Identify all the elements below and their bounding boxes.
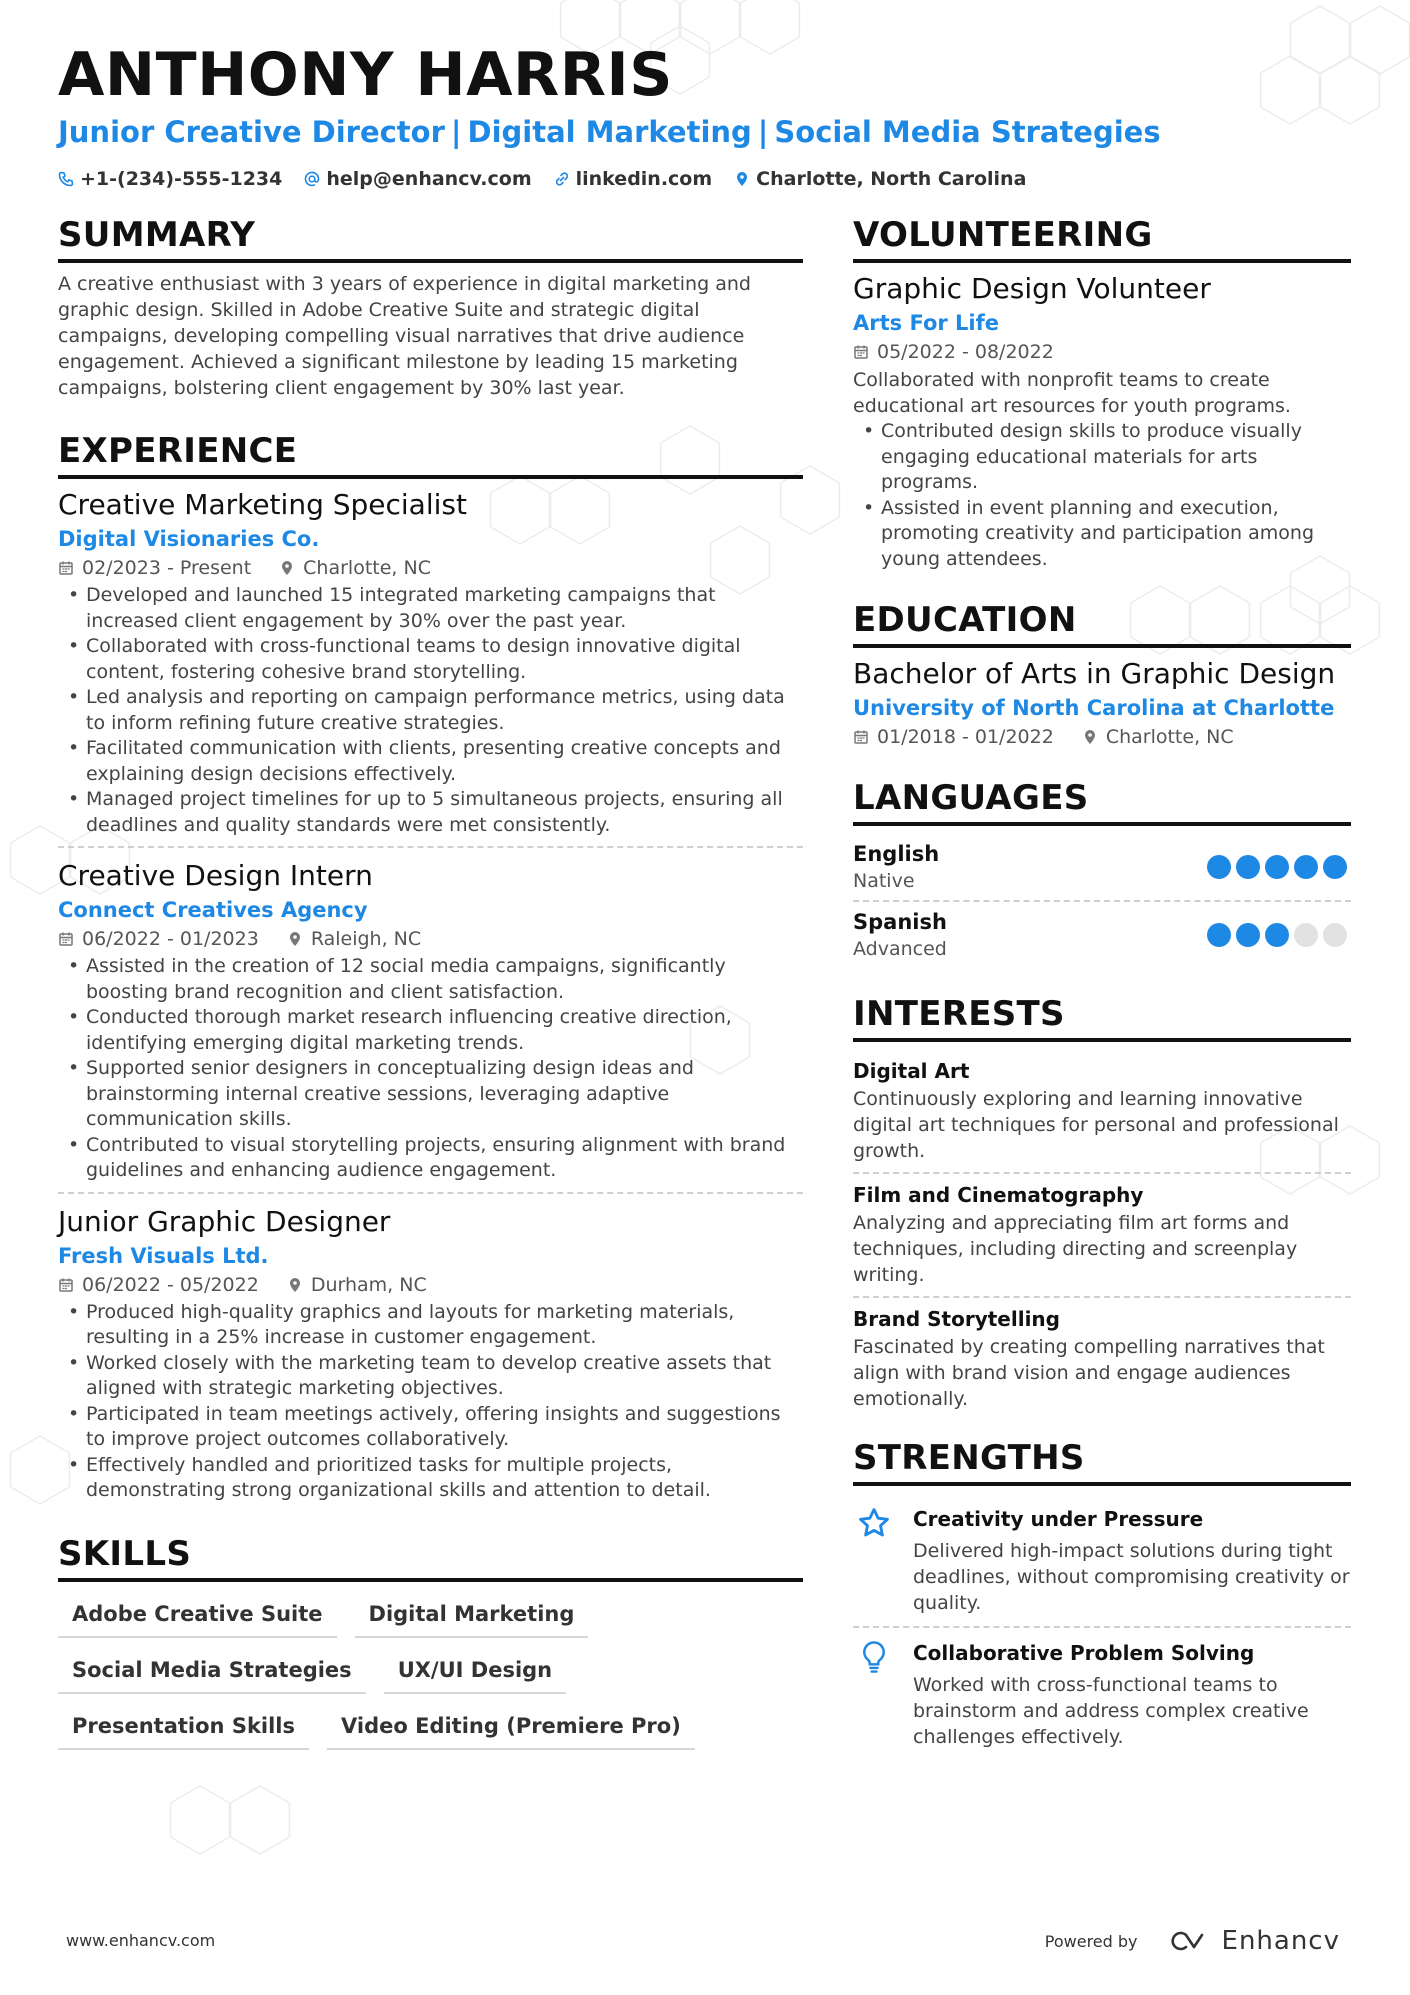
powered-by-text: Powered by	[1044, 1931, 1138, 1951]
skills-section	[58, 1534, 803, 1750]
job-dates	[58, 557, 251, 579]
language-name: Spanish	[853, 910, 947, 934]
strengths-section	[853, 1438, 1351, 1760]
experience-entry	[58, 846, 803, 1192]
contact-linkedin[interactable]	[554, 168, 713, 190]
interests-section	[853, 994, 1351, 1420]
calendar-icon	[853, 344, 869, 360]
education-location-text: Charlotte, NC	[1105, 726, 1234, 748]
interest-title: Brand Storytelling	[853, 1307, 1060, 1331]
volunteer-meta	[853, 341, 1351, 363]
rating-dot-filled	[1323, 855, 1347, 879]
left-column	[58, 215, 803, 1750]
link-icon	[554, 171, 570, 187]
language-level: Advanced	[853, 938, 947, 960]
school-name: University of North Carolina at Charlotte	[853, 696, 1335, 720]
strength-text: Delivered high-impact solutions during tight deadlines, without compromising creativity or quality.	[913, 1540, 1350, 1614]
lightbulb-icon	[859, 1640, 889, 1674]
at-icon	[304, 171, 320, 187]
job-bullet: • Managed project timelines for up to 5 simultaneous projects, ensuring all deadlines and quality standards were met consistently.	[58, 787, 803, 838]
job-bullet: • Contributed to visual storytelling projects, ensuring alignment with brand guidelines and enhancing audience engagement.	[58, 1133, 803, 1184]
email-text: help@enhancv.com	[326, 168, 532, 190]
section-title: VOLUNTEERING	[853, 215, 1351, 263]
volunteer-bullet: • Assisted in event planning and execution, promoting creativity and participation among young attendees.	[853, 496, 1351, 573]
job-location	[287, 1274, 427, 1296]
education-meta	[853, 726, 1351, 748]
location-pin-icon	[287, 1277, 303, 1293]
strength-title: Collaborative Problem Solving	[913, 1641, 1255, 1665]
interest-text: Fascinated by creating compelling narratives that align with brand vision and engage audiences emotionally.	[853, 1336, 1325, 1410]
location-pin-icon	[287, 931, 303, 947]
right-column	[853, 215, 1351, 1760]
rating-dot-filled	[1294, 855, 1318, 879]
contact-phone[interactable]	[58, 168, 282, 190]
job-bullet: • Collaborated with cross-functional teams to design innovative digital content, fostering cohesive brand storytelling.	[58, 634, 803, 685]
education-section	[853, 600, 1351, 748]
job-bullet: • Worked closely with the marketing team to develop creative assets that aligned with strategic marketing objectives.	[58, 1351, 803, 1402]
education-location	[1082, 726, 1234, 748]
language-rating	[1207, 923, 1347, 947]
job-title: Creative Design Intern	[58, 859, 373, 892]
rating-dot-empty	[1323, 923, 1347, 947]
section-title: STRENGTHS	[853, 1438, 1351, 1486]
language-rating	[1207, 855, 1347, 879]
degree: Bachelor of Arts in Graphic Design	[853, 657, 1336, 690]
headline-title-1: Junior Creative Director	[58, 115, 445, 149]
section-title: INTERESTS	[853, 994, 1351, 1042]
job-dates	[58, 928, 259, 950]
location-text: Charlotte, North Carolina	[756, 168, 1027, 190]
education-dates-text: 01/2018 - 01/2022	[877, 726, 1054, 748]
interest-title: Film and Cinematography	[853, 1183, 1144, 1207]
calendar-icon	[853, 729, 869, 745]
job-bullet: • Developed and launched 15 integrated marketing campaigns that increased client engagement by 30% over the past year.	[58, 583, 803, 634]
job-bullet: • Assisted in the creation of 12 social media campaigns, significantly boosting brand recognition and client satisfaction.	[58, 954, 803, 1005]
interest-text: Analyzing and appreciating film art forms and techniques, including directing and screenplay writing.	[853, 1212, 1298, 1286]
experience-entry	[58, 1192, 803, 1512]
rating-dot-filled	[1265, 855, 1289, 879]
calendar-icon	[58, 1277, 74, 1293]
location-pin-icon	[279, 560, 295, 576]
job-bullet: • Participated in team meetings actively, offering insights and suggestions to improve project outcomes collaboratively.	[58, 1402, 803, 1453]
star-icon	[857, 1506, 891, 1540]
job-location-text: Charlotte, NC	[303, 557, 431, 579]
experience-section	[58, 431, 803, 1512]
job-meta	[58, 928, 803, 950]
job-bullet: • Supported senior designers in conceptualizing design ideas and brainstorming internal creative sessions, leveraging adaptive communication skills.	[58, 1056, 803, 1133]
rating-dot-empty	[1294, 923, 1318, 947]
interest-item	[853, 1172, 1351, 1296]
job-dates-text: 02/2023 - Present	[82, 557, 252, 579]
job-bullets	[58, 954, 803, 1184]
headline-separator: |	[450, 115, 462, 149]
strength-text: Worked with cross-functional teams to brainstorm and address complex creative challenges effectively.	[913, 1674, 1309, 1748]
brand-name: Enhancv	[1221, 1926, 1340, 1956]
section-title: EDUCATION	[853, 600, 1351, 648]
rating-dot-filled	[1207, 855, 1231, 879]
phone-text: +1-(234)-555-1234	[80, 168, 283, 190]
footer-website[interactable]: www.enhancv.com	[66, 1931, 216, 1950]
experience-entry	[58, 487, 803, 846]
rating-dot-filled	[1265, 923, 1289, 947]
job-title: Creative Marketing Specialist	[58, 488, 467, 521]
contact-location	[734, 168, 1026, 190]
contact-email[interactable]	[304, 168, 531, 190]
company-name: Connect Creatives Agency	[58, 898, 368, 922]
footer-branding	[1045, 1926, 1340, 1956]
interest-title: Digital Art	[853, 1059, 970, 1083]
volunteer-bullets	[853, 419, 1351, 572]
languages-section	[853, 778, 1351, 968]
job-bullet: • Facilitated communication with clients, presenting creative concepts and explaining design decisions effectively.	[58, 736, 803, 787]
contact-bar	[58, 168, 1026, 190]
interest-item	[853, 1296, 1351, 1420]
section-title: LANGUAGES	[853, 778, 1351, 826]
skill-tag: Presentation Skills	[58, 1708, 309, 1750]
calendar-icon	[58, 560, 74, 576]
volunteering-section	[853, 215, 1351, 572]
job-dates	[58, 1274, 259, 1296]
phone-icon	[58, 171, 74, 187]
enhancv-logo-icon	[1164, 1929, 1212, 1953]
rating-dot-filled	[1236, 855, 1260, 879]
job-bullet: • Conducted thorough market research influencing creative direction, identifying emerging digital marketing trends.	[58, 1005, 803, 1056]
job-meta	[58, 557, 803, 579]
skill-tag: Video Editing (Premiere Pro)	[327, 1708, 695, 1750]
skill-tag: Social Media Strategies	[58, 1652, 366, 1694]
volunteer-dates	[853, 341, 1054, 363]
job-location-text: Raleigh, NC	[310, 928, 422, 950]
job-location-text: Durham, NC	[310, 1273, 427, 1296]
company-name: Digital Visionaries Co.	[58, 527, 320, 551]
summary-section	[58, 215, 803, 401]
job-meta	[58, 1274, 803, 1296]
rating-dot-filled	[1207, 923, 1231, 947]
section-title: SKILLS	[58, 1534, 803, 1582]
job-bullets	[58, 583, 803, 838]
job-bullets	[58, 1300, 803, 1504]
job-bullet: • Produced high-quality graphics and layouts for marketing materials, resulting in a 25% increase in customer engagement.	[58, 1300, 803, 1351]
language-name: English	[853, 842, 940, 866]
company-name: Fresh Visuals Ltd.	[58, 1243, 269, 1268]
strength-title: Creativity under Pressure	[913, 1507, 1204, 1531]
skill-tag: Adobe Creative Suite	[58, 1596, 337, 1638]
strength-item	[853, 1626, 1351, 1760]
rating-dot-filled	[1236, 923, 1260, 947]
volunteer-role: Graphic Design Volunteer	[853, 272, 1211, 305]
job-title: Junior Graphic Designer	[58, 1204, 391, 1238]
headline-separator: |	[757, 115, 769, 149]
calendar-icon	[58, 931, 74, 947]
brand-logo[interactable]	[1164, 1926, 1340, 1956]
linkedin-text: linkedin.com	[575, 168, 713, 190]
language-item	[853, 834, 1351, 900]
location-pin-icon	[734, 171, 750, 187]
job-bullet: • Led analysis and reporting on campaign performance metrics, using data to inform refining future creative strategies.	[58, 685, 803, 736]
education-dates	[853, 726, 1054, 748]
location-pin-icon	[1082, 729, 1098, 745]
strength-item	[853, 1494, 1351, 1626]
headline-title-2: Digital Marketing	[467, 115, 752, 149]
candidate-name: ANTHONY HARRIS	[58, 40, 673, 110]
language-item	[853, 900, 1351, 968]
job-location	[279, 557, 431, 579]
interest-text: Continuously exploring and learning innovative digital art techniques for personal and professional growth.	[853, 1088, 1339, 1162]
volunteer-dates-text: 05/2022 - 08/2022	[877, 341, 1054, 363]
skills-list	[58, 1596, 803, 1750]
job-dates-text: 06/2022 - 05/2022	[82, 1273, 259, 1296]
interest-item	[853, 1050, 1351, 1172]
section-title: EXPERIENCE	[58, 431, 803, 479]
volunteer-bullet: • Contributed design skills to produce visually engaging educational materials for arts programs.	[853, 419, 1351, 496]
job-bullet: • Effectively handled and prioritized tasks for multiple projects, demonstrating strong organizational skills and attention to detail.	[58, 1453, 803, 1504]
volunteer-org: Arts For Life	[853, 311, 1000, 335]
section-title: SUMMARY	[58, 215, 803, 263]
summary-text: A creative enthusiast with 3 years of experience in digital marketing and graphic design. Skilled in Adobe Creative Suite and strategic digital campaigns, developing compelling visual narratives that drive audience engagement. Achieved a significant milestone by leading 15 marketing campaigns, bolstering client engagement by 30% last year.	[58, 273, 751, 399]
headline	[58, 115, 1161, 149]
skill-tag: Digital Marketing	[355, 1596, 589, 1638]
volunteer-description: Collaborated with nonprofit teams to create educational art resources for youth programs.	[853, 369, 1291, 417]
job-location	[287, 928, 421, 950]
headline-title-3: Social Media Strategies	[774, 115, 1161, 149]
skill-tag: UX/UI Design	[384, 1652, 566, 1694]
job-dates-text: 06/2022 - 01/2023	[82, 928, 259, 950]
language-level: Native	[853, 870, 915, 892]
